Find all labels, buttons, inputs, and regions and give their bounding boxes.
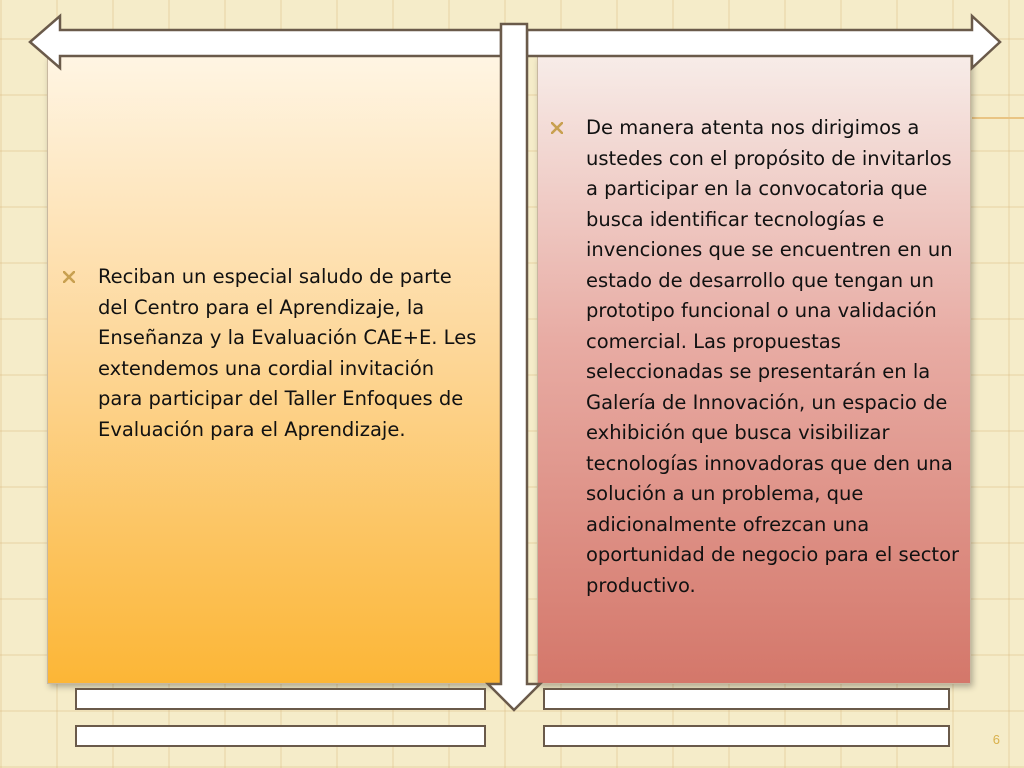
footer-box-right-bottom [543, 725, 950, 747]
page-number: 6 [992, 732, 1000, 747]
right-text-block [548, 113, 960, 601]
footer-box-left-top [75, 688, 486, 710]
right-arrow-icon [527, 16, 1000, 68]
footer-box-left-bottom [75, 725, 486, 747]
bullet-item [60, 262, 480, 445]
convocatoria-text: De manera atenta nos dirigimos a ustedes con el propósito de invitarlos a participar en la convocatoria que busca identificar tecnologías e invenciones que se encuentren en un estado de desarrollo que tengan un prototipo funcional o una validación comercial. Las propuestas seleccionadas se presentarán en la Galería de Innovación, un espacio de exhibición que busca visibilizar tecnologías innovadoras que den una solución a un problema, que adicionalmente ofrezcan una oportunidad de negocio para el sector productivo. [586, 116, 960, 597]
bullet-item [548, 113, 960, 601]
x-cross-bullet-icon [548, 113, 586, 143]
footer-box-right-top [543, 688, 950, 710]
left-text-block [60, 262, 480, 445]
down-arrow-icon [488, 24, 540, 710]
invitation-text: Reciban un especial saludo de parte del Centro para el Aprendizaje, la Enseñanza y la Evaluación CAE+E. Les extendemos una cordial invitación para participar del Taller Enfoques de Evaluación para el Aprendizaje. [98, 265, 477, 441]
x-cross-bullet-icon [60, 262, 98, 292]
left-arrow-icon [30, 16, 501, 68]
